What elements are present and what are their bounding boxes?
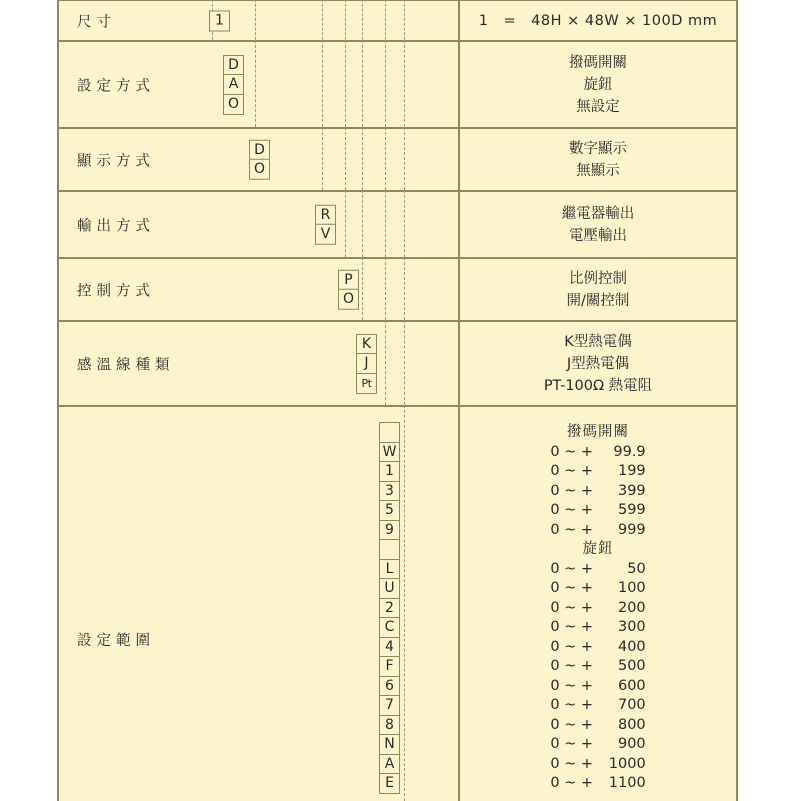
- range-prefix: 0 ~ +: [550, 677, 598, 694]
- desc-line: 撥碼開關: [569, 54, 627, 71]
- range-line: [460, 520, 736, 541]
- row-desc-setting-method: [460, 42, 736, 127]
- guide-line: [404, 40, 405, 127]
- range-value: 599: [617, 502, 646, 518]
- range-line: [460, 481, 736, 502]
- desc-line: 電壓輸出: [569, 227, 627, 244]
- code-box-9: 9: [379, 520, 400, 541]
- spec-row-setting-range: [59, 405, 736, 801]
- row-label-output-method: 輸出方式: [77, 218, 155, 234]
- row-desc-setting-range: [460, 407, 736, 801]
- desc-line: 旋鈕: [583, 76, 613, 93]
- code-box-R: R: [315, 204, 336, 225]
- code-box-stack: [379, 422, 400, 794]
- range-prefix: 0 ~ +: [550, 482, 598, 499]
- guide-line: [385, 0, 386, 40]
- code-box-stack: [209, 10, 230, 31]
- code-box-O: O: [338, 289, 359, 310]
- row-label-display-method: 顯示方式: [77, 153, 155, 169]
- range-line: [460, 559, 736, 580]
- guide-line: [385, 40, 386, 127]
- code-box-W: W: [379, 442, 400, 463]
- code-box-F: F: [379, 656, 400, 677]
- spec-row-dimension: [59, 0, 736, 40]
- guide-line: [345, 0, 346, 40]
- range-prefix: 0 ~ +: [550, 521, 598, 538]
- guide-line: [362, 0, 363, 40]
- range-line: [460, 734, 736, 755]
- guide-line: [404, 405, 405, 801]
- range-value: 900: [617, 736, 646, 752]
- code-box-stack: [356, 334, 377, 394]
- range-prefix: 0 ~ +: [550, 775, 598, 791]
- guide-line: [362, 257, 363, 320]
- spec-row-control-method: [59, 257, 736, 320]
- code-box-stack: [315, 204, 336, 245]
- desc-line: K型熱電偶: [564, 333, 632, 350]
- code-box-C: C: [379, 617, 400, 638]
- code-box-Pt: Pt: [356, 373, 377, 394]
- guide-line: [362, 190, 363, 257]
- code-box-7: 7: [379, 695, 400, 716]
- range-prefix: 0 ~ +: [550, 619, 598, 635]
- desc-line: 數字顯示: [569, 140, 627, 157]
- range-value: 399: [617, 482, 646, 499]
- range-line: [460, 715, 736, 736]
- desc-line: PT-100Ω 熱電阻: [543, 377, 653, 394]
- row-desc-display-method: [460, 129, 736, 190]
- range-line: [460, 578, 736, 599]
- range-prefix: 0 ~ +: [550, 599, 598, 616]
- code-box-O: O: [249, 159, 270, 180]
- guide-line: [322, 0, 323, 40]
- guide-line: [385, 320, 386, 405]
- guide-line: [385, 190, 386, 257]
- guide-line: [345, 127, 346, 190]
- code-box-A: A: [223, 74, 244, 95]
- range-line: [460, 598, 736, 619]
- range-prefix: 0 ~ +: [550, 502, 598, 518]
- range-line: [460, 461, 736, 482]
- range-prefix: 0 ~ +: [550, 658, 598, 674]
- range-line: [460, 617, 736, 638]
- code-box-blank: [379, 422, 400, 443]
- desc-line: 1 = 48H × 48W × 100D mm: [478, 12, 718, 29]
- guide-line: [255, 40, 256, 127]
- code-box-blank: [379, 539, 400, 560]
- code-box-A: A: [379, 754, 400, 775]
- guide-line: [404, 320, 405, 405]
- guide-line: [385, 257, 386, 320]
- range-prefix: 0 ~ +: [550, 716, 598, 733]
- row-label-control-method: 控制方式: [77, 283, 155, 299]
- range-value: 50: [627, 560, 646, 577]
- row-label-sensor-type: 感溫線種類: [77, 357, 175, 373]
- range-prefix: 0 ~ +: [550, 580, 598, 596]
- row-desc-sensor-type: [460, 322, 736, 405]
- guide-line: [385, 127, 386, 190]
- code-box-V: V: [315, 224, 336, 245]
- range-line: [460, 656, 736, 677]
- code-box-1: 1: [379, 461, 400, 482]
- range-group-header: 撥碼開關: [567, 424, 629, 440]
- range-value: 600: [617, 677, 646, 694]
- guide-line: [404, 257, 405, 320]
- range-value: 700: [617, 697, 646, 713]
- row-desc-output-method: [460, 192, 736, 257]
- guide-line: [404, 0, 405, 40]
- specification-table: [57, 0, 738, 801]
- range-value: 500: [617, 658, 646, 674]
- guide-line: [322, 127, 323, 190]
- guide-line: [345, 40, 346, 127]
- row-left-control-method: [59, 259, 460, 320]
- desc-line: 無設定: [576, 98, 620, 115]
- range-value: 400: [617, 638, 646, 655]
- range-value: 300: [617, 619, 646, 635]
- range-value: 1100: [608, 775, 646, 791]
- range-prefix: 0 ~ +: [550, 560, 598, 577]
- code-box-D: D: [249, 139, 270, 160]
- range-line: [460, 773, 736, 794]
- row-desc-dimension: [460, 1, 736, 40]
- row-left-setting-method: [59, 42, 460, 127]
- range-value: 800: [617, 716, 646, 733]
- code-box-1: 1: [209, 10, 230, 31]
- code-box-K: K: [356, 334, 377, 355]
- dashed-guide-lines: [59, 1, 458, 40]
- row-label-setting-method: 設定方式: [77, 78, 155, 94]
- row-desc-control-method: [460, 259, 736, 320]
- desc-line: 繼電器輸出: [561, 205, 635, 222]
- range-line: [460, 676, 736, 697]
- desc-line: 比例控制: [569, 270, 627, 287]
- desc-line: 無顯示: [576, 162, 620, 179]
- guide-line: [362, 127, 363, 190]
- range-value: 100: [617, 580, 646, 596]
- code-box-O: O: [223, 94, 244, 115]
- spec-row-sensor-type: [59, 320, 736, 405]
- code-box-stack: [223, 55, 244, 115]
- code-box-2: 2: [379, 598, 400, 619]
- row-left-dimension: [59, 1, 460, 40]
- guide-line: [362, 40, 363, 127]
- range-value: 199: [617, 463, 646, 479]
- code-box-stack: [338, 269, 359, 310]
- code-box-J: J: [356, 353, 377, 374]
- code-box-5: 5: [379, 500, 400, 521]
- range-line: [460, 637, 736, 658]
- code-box-3: 3: [379, 481, 400, 502]
- range-line: [460, 442, 736, 463]
- range-line: [460, 500, 736, 521]
- range-prefix: 0 ~ +: [550, 638, 598, 655]
- code-box-8: 8: [379, 715, 400, 736]
- range-prefix: 0 ~ +: [550, 463, 598, 479]
- range-value: 1000: [608, 755, 646, 772]
- row-left-display-method: [59, 129, 460, 190]
- row-left-output-method: [59, 192, 460, 257]
- range-value: 999: [617, 521, 646, 538]
- code-box-D: D: [223, 55, 244, 76]
- code-box-U: U: [379, 578, 400, 599]
- guide-line: [404, 127, 405, 190]
- range-group-header: 旋鈕: [582, 541, 614, 557]
- guide-line: [322, 40, 323, 127]
- guide-line: [255, 0, 256, 40]
- code-box-4: 4: [379, 637, 400, 658]
- code-box-6: 6: [379, 676, 400, 697]
- spec-row-output-method: [59, 190, 736, 257]
- code-box-P: P: [338, 269, 359, 290]
- range-value: 99.9: [613, 443, 646, 460]
- row-left-sensor-type: [59, 322, 460, 405]
- range-line: [460, 695, 736, 716]
- row-label-setting-range: 設定範圍: [77, 633, 155, 649]
- code-box-stack: [249, 139, 270, 180]
- range-prefix: 0 ~ +: [550, 736, 598, 752]
- code-box-L: L: [379, 559, 400, 580]
- row-label-dimension: 尺寸: [77, 14, 116, 30]
- guide-line: [345, 190, 346, 257]
- range-prefix: 0 ~ +: [550, 697, 598, 713]
- desc-line: 開/關控制: [566, 292, 630, 309]
- row-left-setting-range: [59, 407, 460, 801]
- spec-row-display-method: [59, 127, 736, 190]
- range-value: 200: [617, 599, 646, 616]
- guide-line: [404, 190, 405, 257]
- code-box-N: N: [379, 734, 400, 755]
- range-prefix: 0 ~ +: [550, 443, 598, 460]
- range-prefix: 0 ~ +: [550, 755, 598, 772]
- spec-row-setting-method: [59, 40, 736, 127]
- code-box-E: E: [379, 773, 400, 794]
- range-line: [460, 754, 736, 775]
- desc-line: J型熱電偶: [566, 355, 630, 372]
